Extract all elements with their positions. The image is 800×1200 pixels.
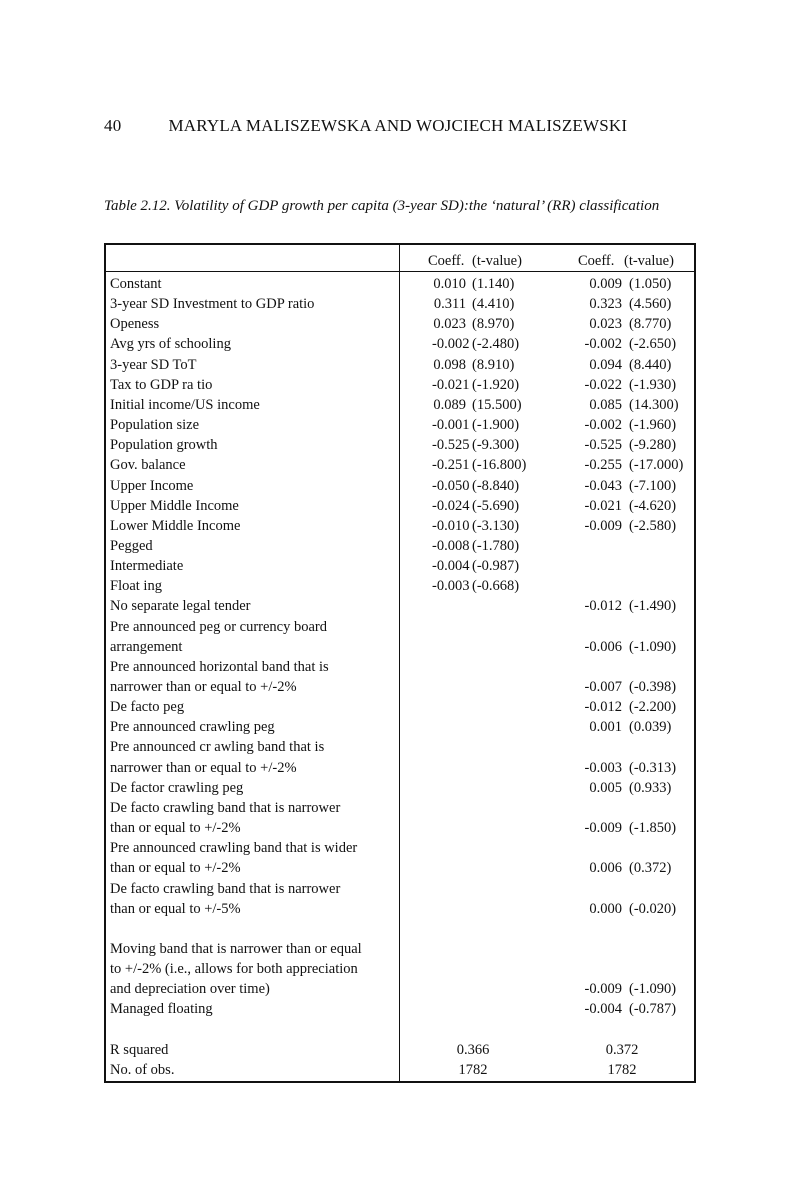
model2-tvalue: (0.372) [629,860,672,877]
table-row [110,798,694,818]
model1-coeff: 0.089 [433,396,466,413]
model2-coeff: -0.002 [584,417,622,434]
model1-tvalue: (1.140) [472,276,515,292]
row-label: Managed floating [110,1001,213,1018]
page-header [104,116,704,136]
model2-coeff: -0.043 [584,477,622,494]
stat-label: No. of obs. [110,1061,175,1078]
model2-coeff: -0.525 [584,437,622,454]
table-row [110,395,694,415]
table-row [110,737,694,757]
model2-coeff-header: Coeff. [578,253,615,269]
model1-coeff: -0.004 [432,558,470,575]
row-label: Upper Income [110,477,194,494]
model1-tvalue: (-1.900) [472,417,520,434]
table-row [110,919,694,939]
model2-coeff: -0.012 [584,598,622,615]
table-row [110,476,694,496]
row-label: to +/-2% (i.e., allows for both appreciation [110,961,358,978]
model2-tvalue: (-1.090) [629,638,677,655]
model2-coeff: 0.001 [589,719,622,736]
table-row [110,274,694,294]
model2-tvalue: (-17.000) [629,457,684,474]
model1-tvalue: (8.910) [472,356,515,373]
model2-coeff: -0.007 [584,679,622,695]
model1-tvalue: (-0.668) [472,578,520,595]
model1-tvalue: (-16.800) [472,457,527,474]
model1-tvalue: (-3.130) [472,517,520,534]
table-row [110,697,694,717]
table-row [110,879,694,899]
table-row [110,334,694,354]
row-label: Population size [110,417,200,434]
table-row [110,939,694,959]
row-label: Pre announced crawling band that is wider [110,840,358,857]
model1-coeff: -0.003 [432,578,470,595]
row-label: Upper Middle Income [110,497,239,514]
model1-coeff: -0.021 [432,376,470,393]
model1-coeff: -0.002 [432,336,470,353]
table-row [110,999,694,1019]
table-row [110,959,694,979]
stats-row [110,1060,694,1080]
model1-tvalue: (-2.480) [472,336,520,353]
model2-tvalue: (14.300) [629,396,679,413]
row-label: arrangement [110,638,183,655]
model1-tvalue: (15.500) [472,396,522,413]
model2-tvalue: (-1.960) [629,417,677,434]
table-row [110,637,694,657]
model1-coeff: 0.010 [433,276,466,292]
table-row [110,455,694,475]
model2-coeff: -0.009 [584,981,622,998]
row-label: Pegged [110,537,153,554]
model1-tvalue: (4.410) [472,296,515,313]
model2-tvalue: (0.039) [629,719,672,736]
table-row [110,536,694,556]
model1-tvalue: (-1.780) [472,537,520,554]
model2-tvalue: (8.440) [629,356,672,373]
row-label: No separate legal tender [110,598,251,615]
row-label: Lower Middle Income [110,517,241,534]
table-row [110,818,694,838]
model1-stat: 1782 [458,1061,488,1078]
model1-stat: 0.366 [456,1041,490,1058]
row-label: narrower than or equal to +/-2% [110,679,297,695]
row-label: Intermediate [110,558,184,575]
model1-tvalue: (8.970) [472,316,515,333]
model1-coeff: 0.098 [433,356,466,373]
model1-coeff: -0.525 [432,437,470,454]
model1-coeff: -0.008 [432,537,470,554]
page-number: 40 [104,116,122,135]
model2-tvalue: (-0.020) [629,900,677,917]
row-label: Float ing [110,578,162,595]
model1-tvalue: (-1.920) [472,376,520,393]
row-label: Pre announced crawling peg [110,719,275,736]
model2-tvalue: (-2.650) [629,336,677,353]
model1-tvalue-header: (t-value) [472,253,522,269]
table-row [110,1020,694,1040]
table-row [110,314,694,334]
model2-coeff: 0.094 [589,356,622,373]
model2-tvalue: (-7.100) [629,477,677,494]
row-label: 3-year SD ToT [110,356,197,373]
model2-coeff: 0.000 [589,900,622,917]
model2-tvalue: (-1.930) [629,376,677,393]
table-row [110,375,694,395]
row-label: De facto crawling band that is narrower [110,799,341,816]
model2-tvalue: (8.770) [629,316,672,333]
table-row [110,858,694,878]
table-row [110,556,694,576]
model1-coeff: -0.251 [432,457,470,474]
row-label: De facto peg [110,699,185,716]
model2-tvalue: (1.050) [629,276,672,292]
table-row [110,677,694,697]
model2-coeff: -0.022 [584,376,622,393]
table-caption: Table 2.12. Volatility of GDP growth per capita (3-year SD):the ‘natural’ (RR) classification [104,198,660,214]
row-label: narrower than or equal to +/-2% [110,759,297,776]
row-label: Tax to GDP ra tio [110,376,213,393]
model2-coeff: -0.002 [584,336,622,353]
row-label: Avg yrs of schooling [110,336,231,353]
table-row [110,717,694,737]
row-label: Pre announced peg or currency board [110,618,328,635]
table-row [110,435,694,455]
model2-coeff: -0.004 [584,1001,622,1018]
model2-coeff: -0.009 [584,517,622,534]
table-row [110,617,694,637]
model2-coeff: -0.021 [584,497,622,514]
table-row [110,294,694,314]
row-label: Moving band that is narrower than or equal [110,940,362,957]
model1-coeff: -0.050 [432,477,470,494]
row-label: Population growth [110,437,218,454]
table-row [110,496,694,516]
model2-coeff: 0.009 [589,276,622,292]
model2-coeff: -0.012 [584,699,622,716]
row-label: and depreciation over time) [110,981,270,998]
stat-label: R squared [110,1041,169,1058]
running-head: MARYLA MALISZEWSKA AND WOJCIECH MALISZEWSKI [168,116,628,135]
model2-coeff: -0.009 [584,820,622,837]
row-label: Openess [110,316,160,333]
model2-tvalue-header: (t-value) [624,253,674,269]
stats-row [110,1040,694,1060]
row-label: than or equal to +/-2% [110,860,241,877]
model1-coeff: -0.001 [432,417,470,434]
model2-coeff: -0.003 [584,759,622,776]
model1-coeff-header: Coeff. [428,253,465,269]
model2-tvalue: (-4.620) [629,497,677,514]
model2-tvalue: (0.933) [629,779,672,796]
model2-tvalue: (-9.280) [629,437,677,454]
model1-tvalue: (-0.987) [472,558,520,575]
model2-coeff: 0.006 [589,860,622,877]
table-row [110,415,694,435]
row-label: Pre announced horizontal band that is [110,658,329,675]
model2-tvalue: (-0.398) [629,679,677,695]
model2-coeff: 0.085 [589,396,622,413]
regression-table [104,243,696,1083]
row-label: Constant [110,276,162,292]
row-label: than or equal to +/-5% [110,900,241,917]
model1-coeff: -0.024 [432,497,470,514]
model1-tvalue: (-5.690) [472,497,520,514]
row-label: Gov. balance [110,457,186,474]
model2-tvalue: (-1.850) [629,820,677,837]
model2-tvalue: (4.560) [629,296,672,313]
model1-coeff: 0.311 [433,296,466,313]
model2-tvalue: (-2.200) [629,699,677,716]
table-row [110,778,694,798]
model2-coeff: 0.023 [589,316,622,333]
model1-coeff: 0.023 [433,316,466,333]
model2-tvalue: (-1.090) [629,981,677,998]
model2-tvalue: (-2.580) [629,517,677,534]
table-row [110,758,694,778]
table-row [110,838,694,858]
row-label: De factor crawling peg [110,779,244,796]
row-label: De facto crawling band that is narrower [110,880,341,897]
row-label: 3-year SD Investment to GDP ratio [110,296,315,313]
model2-coeff: 0.005 [589,779,622,796]
header-divider [106,271,694,272]
table-row [110,899,694,919]
row-label: Pre announced cr awling band that is [110,739,325,756]
row-label: Initial income/US income [110,396,260,413]
model2-tvalue: (-0.313) [629,759,677,776]
model2-tvalue: (-0.787) [629,1001,677,1018]
model2-stat: 1782 [607,1061,637,1078]
model2-stat: 0.372 [605,1041,639,1058]
model2-coeff: 0.323 [589,296,622,313]
model1-tvalue: (-8.840) [472,477,520,494]
model1-coeff: -0.010 [432,517,470,534]
row-label: than or equal to +/-2% [110,820,241,837]
table-row [110,979,694,999]
model1-tvalue: (-9.300) [472,437,520,454]
model2-coeff: -0.255 [584,457,622,474]
table-row [110,657,694,677]
model2-tvalue: (-1.490) [629,598,677,615]
table-row [110,516,694,536]
table-row [110,576,694,596]
table-row [110,596,694,616]
model2-coeff: -0.006 [584,638,622,655]
table-row [110,355,694,375]
